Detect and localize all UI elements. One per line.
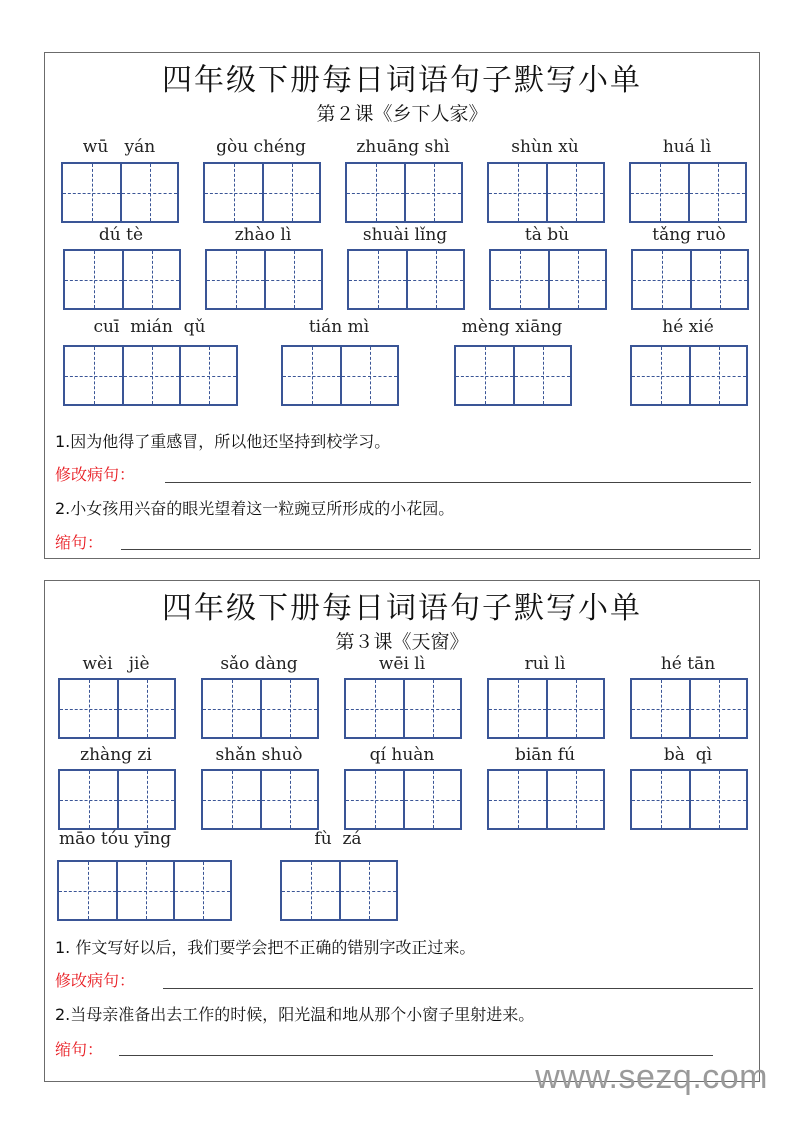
tianzige-cell[interactable] (120, 164, 177, 221)
writing-grid[interactable] (280, 860, 398, 921)
condense-label: 缩句： (55, 1040, 104, 1059)
pinyin-label: zhuāng shì (356, 137, 450, 157)
sentence-2: 2.小女孩用兴奋的眼光望着这一粒豌豆所形成的小花园。 (55, 499, 455, 518)
tianzige-cell[interactable] (349, 251, 406, 308)
writing-grid[interactable] (58, 678, 176, 739)
tianzige-cell[interactable] (339, 862, 396, 919)
pinyin-label: qí huàn (369, 745, 435, 765)
answer-line[interactable] (119, 1055, 713, 1056)
tianzige-cell[interactable] (205, 164, 262, 221)
tianzige-cell[interactable] (60, 680, 117, 737)
tianzige-cell[interactable] (122, 347, 179, 404)
tianzige-cell[interactable] (179, 347, 236, 404)
tianzige-cell[interactable] (688, 164, 745, 221)
correction-label: 修改病句： (55, 971, 136, 990)
tianzige-cell[interactable] (406, 251, 463, 308)
writing-grid[interactable] (63, 345, 238, 406)
tianzige-cell[interactable] (60, 771, 117, 828)
writing-grid[interactable] (487, 162, 605, 223)
writing-grid[interactable] (489, 249, 607, 310)
writing-grid[interactable] (454, 345, 572, 406)
tianzige-cell[interactable] (347, 164, 404, 221)
writing-grid[interactable] (203, 162, 321, 223)
pinyin-label: tǎng ruò (652, 225, 726, 245)
writing-grid[interactable] (58, 769, 176, 830)
condense-label: 缩句： (55, 533, 104, 552)
tianzige-cell[interactable] (282, 862, 339, 919)
tianzige-cell[interactable] (117, 680, 174, 737)
tianzige-cell[interactable] (633, 251, 690, 308)
tianzige-cell[interactable] (513, 347, 570, 404)
pinyin-label: sǎo dàng (220, 654, 298, 674)
pinyin-label: biān fú (514, 745, 576, 765)
tianzige-cell[interactable] (689, 680, 746, 737)
writing-grid[interactable] (347, 249, 465, 310)
answer-line[interactable] (165, 482, 751, 483)
pinyin-label: shuài lǐng (362, 225, 448, 245)
writing-grid[interactable] (629, 162, 747, 223)
worksheet-title: 四年级下册每日词语句子默写小单 (162, 591, 642, 626)
pinyin-label: shùn xù (511, 137, 579, 157)
tianzige-cell[interactable] (632, 347, 689, 404)
tianzige-cell[interactable] (117, 771, 174, 828)
writing-grid[interactable] (344, 678, 462, 739)
tianzige-cell[interactable] (65, 251, 122, 308)
pinyin-label: gòu chéng (216, 137, 306, 157)
writing-grid[interactable] (205, 249, 323, 310)
pinyin-label: tián mì (308, 317, 370, 337)
tianzige-cell[interactable] (264, 251, 321, 308)
tianzige-cell[interactable] (689, 347, 746, 404)
tianzige-cell[interactable] (262, 164, 319, 221)
tianzige-cell[interactable] (690, 251, 747, 308)
tianzige-cell[interactable] (65, 347, 122, 404)
pinyin-label: hé xié (662, 317, 714, 337)
writing-grid[interactable] (201, 769, 319, 830)
writing-grid[interactable] (630, 345, 748, 406)
pinyin-label: mèng xiāng (461, 317, 563, 337)
tianzige-cell[interactable] (546, 680, 603, 737)
worksheet-lesson-3 (44, 580, 760, 1082)
tianzige-cell[interactable] (346, 771, 403, 828)
tianzige-cell[interactable] (203, 680, 260, 737)
tianzige-cell[interactable] (260, 771, 317, 828)
tianzige-cell[interactable] (59, 862, 116, 919)
pinyin-label: bà qì (663, 745, 713, 765)
writing-grid[interactable] (63, 249, 181, 310)
tianzige-cell[interactable] (63, 164, 120, 221)
lesson-subtitle: 第２课《乡下人家》 (316, 103, 488, 125)
worksheet-lesson-2 (44, 52, 760, 559)
sentence-2: 2.当母亲准备出去工作的时候，阳光温和地从那个小窗子里射进来。 (55, 1005, 535, 1024)
pinyin-label: huá lì (662, 137, 712, 157)
tianzige-cell[interactable] (689, 771, 746, 828)
pinyin-label: zhàng zi (80, 745, 152, 765)
tianzige-cell[interactable] (403, 771, 460, 828)
tianzige-cell[interactable] (548, 251, 605, 308)
tianzige-cell[interactable] (403, 680, 460, 737)
tianzige-cell[interactable] (207, 251, 264, 308)
tianzige-cell[interactable] (340, 347, 397, 404)
tianzige-cell[interactable] (122, 251, 179, 308)
writing-grid[interactable] (630, 678, 748, 739)
sentence-1: 1.因为他得了重感冒，所以他还坚持到校学习。 (55, 432, 391, 451)
tianzige-cell[interactable] (346, 680, 403, 737)
writing-grid[interactable] (57, 860, 232, 921)
tianzige-cell[interactable] (456, 347, 513, 404)
tianzige-cell[interactable] (546, 164, 603, 221)
tianzige-cell[interactable] (632, 680, 689, 737)
writing-grid[interactable] (281, 345, 399, 406)
writing-grid[interactable] (631, 249, 749, 310)
writing-grid[interactable] (487, 678, 605, 739)
writing-grid[interactable] (487, 769, 605, 830)
writing-grid[interactable] (630, 769, 748, 830)
tianzige-cell[interactable] (283, 347, 340, 404)
answer-line[interactable] (163, 988, 753, 989)
pinyin-label: cuī mián qǔ (93, 317, 206, 337)
pinyin-label: wēi lì (378, 654, 426, 674)
pinyin-label: dú tè (98, 225, 144, 245)
pinyin-label: hé tān (660, 654, 716, 674)
tianzige-cell[interactable] (173, 862, 230, 919)
pinyin-label: tà bù (524, 225, 570, 245)
tianzige-cell[interactable] (489, 680, 546, 737)
pinyin-label: ruì lì (524, 654, 566, 674)
pinyin-label: wū yán (82, 137, 156, 157)
tianzige-cell[interactable] (116, 862, 173, 919)
writing-grid[interactable] (201, 678, 319, 739)
tianzige-cell[interactable] (546, 771, 603, 828)
pinyin-label: shǎn shuò (215, 745, 303, 765)
tianzige-cell[interactable] (632, 771, 689, 828)
tianzige-cell[interactable] (260, 680, 317, 737)
tianzige-cell[interactable] (489, 164, 546, 221)
sentence-1: 1. 作文写好以后，我们要学会把不正确的错别字改正过来。 (55, 938, 476, 957)
pinyin-label: fù zá (314, 829, 362, 849)
pinyin-label: wèi jiè (82, 654, 150, 674)
tianzige-cell[interactable] (203, 771, 260, 828)
pinyin-label: zhào lì (234, 225, 292, 245)
watermark: www.sezq.com (535, 1058, 768, 1096)
tianzige-cell[interactable] (404, 164, 461, 221)
worksheet-title: 四年级下册每日词语句子默写小单 (162, 63, 642, 98)
correction-label: 修改病句： (55, 465, 136, 484)
tianzige-cell[interactable] (489, 771, 546, 828)
tianzige-cell[interactable] (491, 251, 548, 308)
answer-line[interactable] (121, 549, 751, 550)
lesson-subtitle: 第３课《天窗》 (335, 631, 469, 653)
writing-grid[interactable] (61, 162, 179, 223)
pinyin-label: māo tóu yīng (59, 829, 172, 849)
tianzige-cell[interactable] (631, 164, 688, 221)
writing-grid[interactable] (345, 162, 463, 223)
writing-grid[interactable] (344, 769, 462, 830)
